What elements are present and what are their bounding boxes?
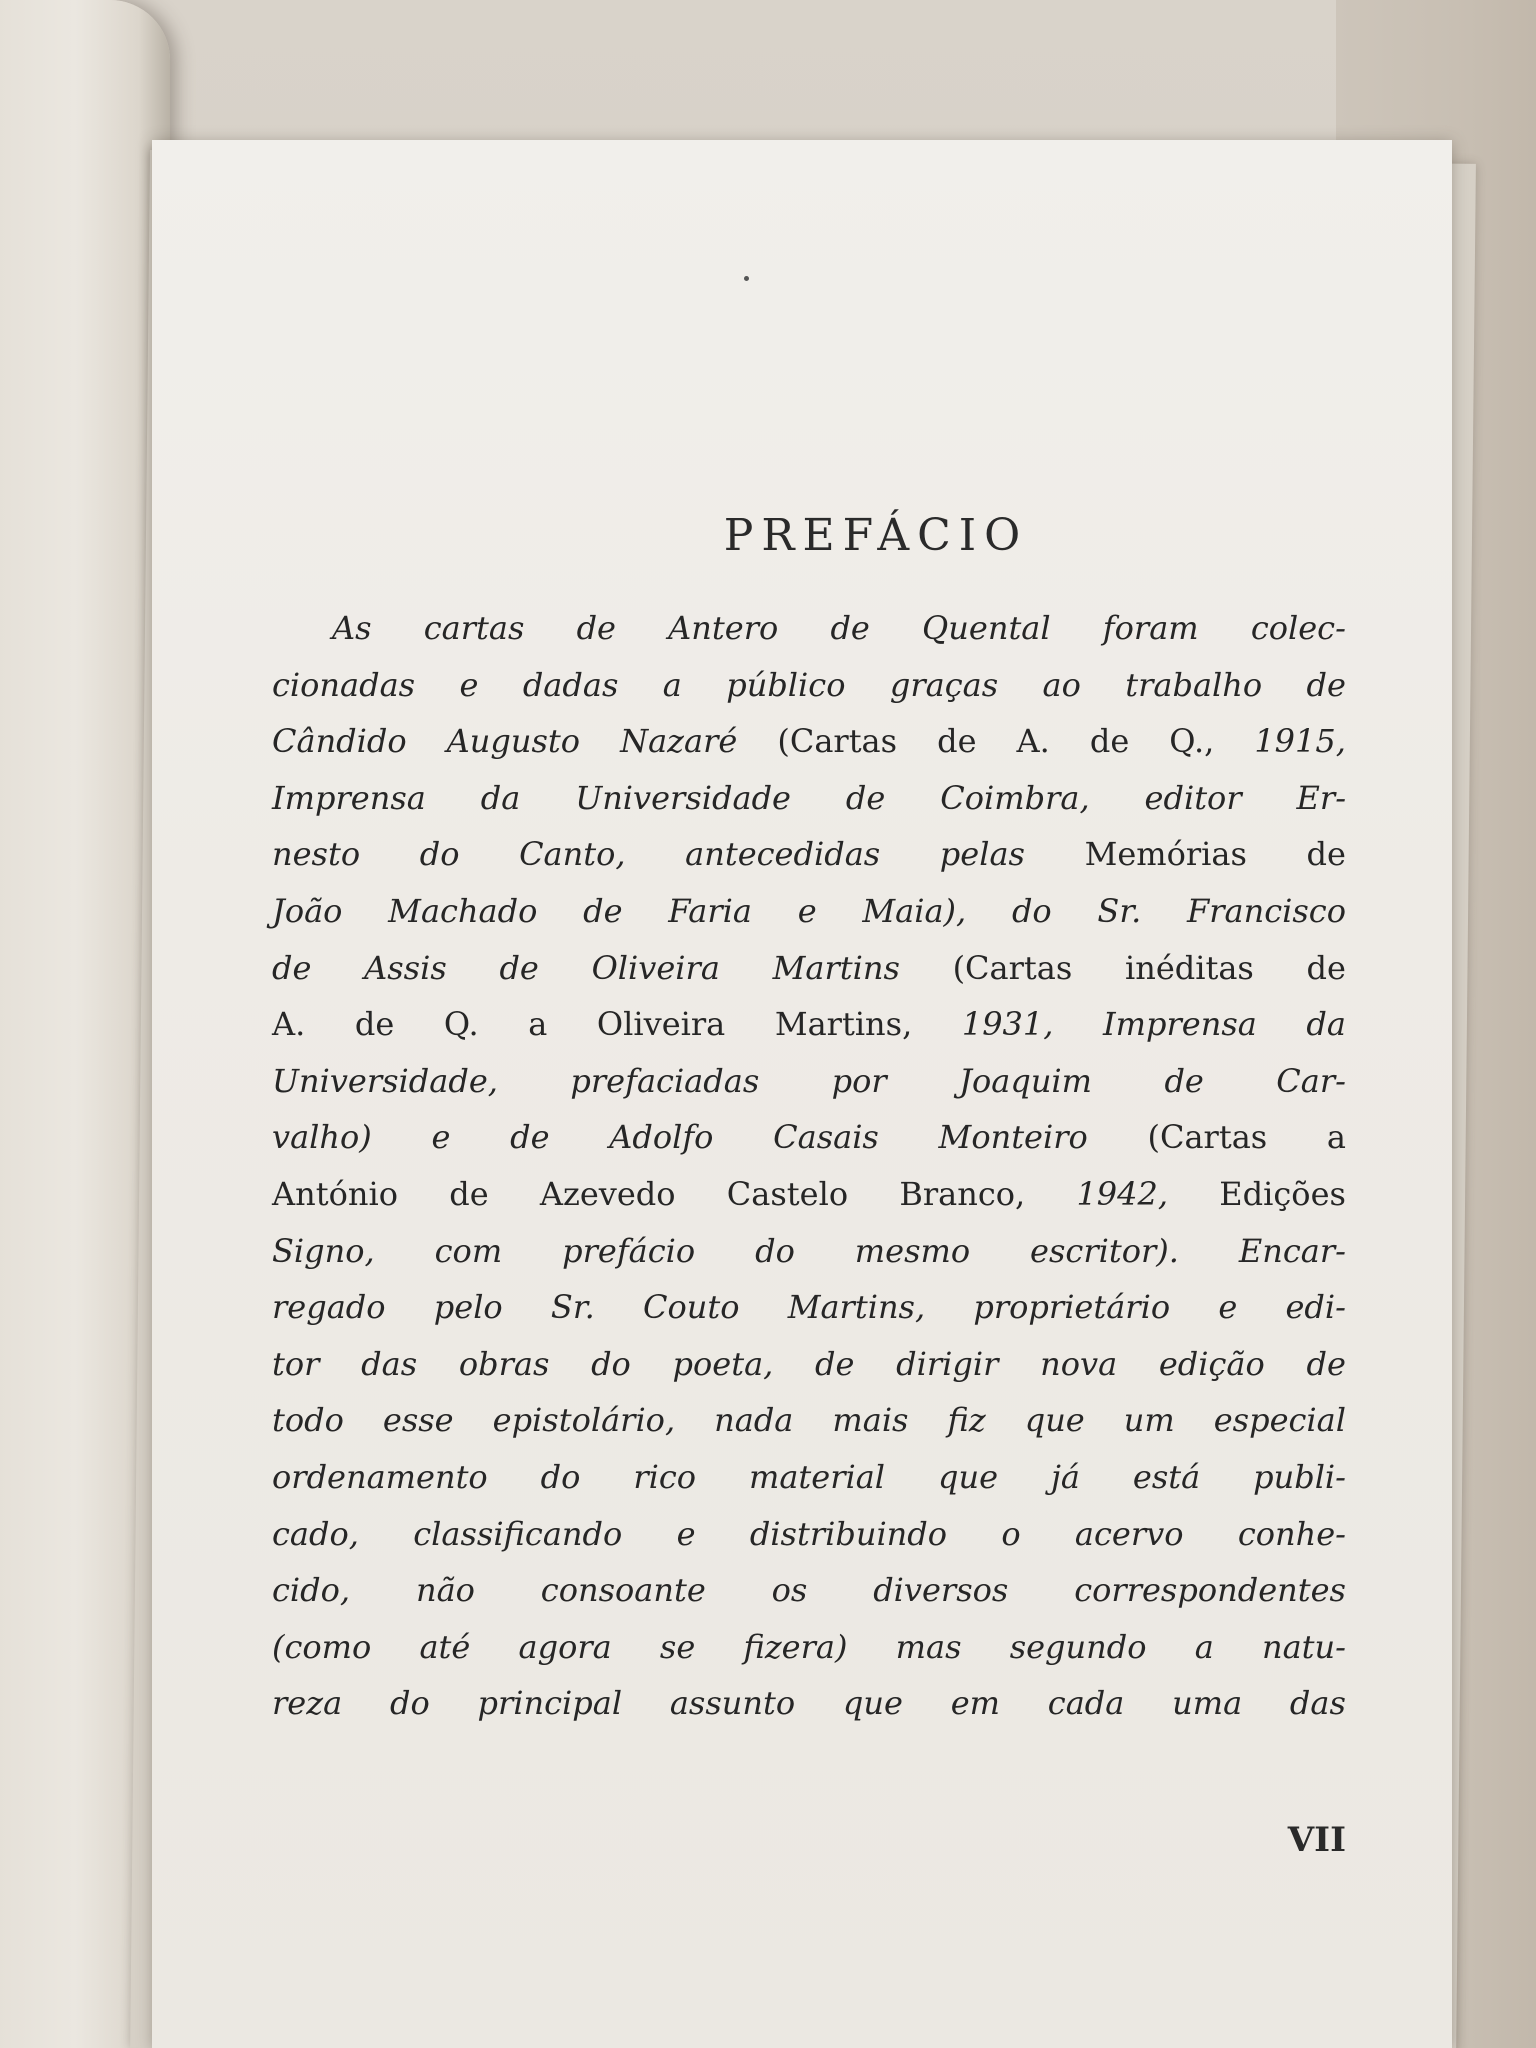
word: principal xyxy=(477,1684,623,1723)
word: pelo xyxy=(433,1288,503,1327)
word: até xyxy=(419,1627,471,1666)
word: todo xyxy=(272,1401,344,1440)
word: antecedidas xyxy=(685,835,881,874)
word: material xyxy=(748,1457,886,1496)
word: do xyxy=(540,1457,581,1496)
text-line xyxy=(272,1109,1346,1166)
word: está xyxy=(1132,1457,1201,1496)
word: reza xyxy=(272,1684,343,1723)
word: 1942, xyxy=(1076,1174,1169,1213)
word: colec- xyxy=(1250,609,1346,647)
text-line xyxy=(272,713,1346,770)
word: Imprensa xyxy=(1103,1005,1257,1044)
word: fiz xyxy=(947,1401,986,1440)
text-line xyxy=(272,1392,1346,1449)
word: Quental xyxy=(922,609,1051,647)
word: de xyxy=(815,1344,855,1383)
word: de xyxy=(510,1118,550,1157)
word: proprietário xyxy=(973,1288,1171,1327)
word: (Cartas xyxy=(777,722,898,761)
word: Canto, xyxy=(519,835,626,874)
word: Martins xyxy=(772,948,900,987)
word: do xyxy=(1011,891,1052,930)
word: Joaquim xyxy=(959,1061,1092,1100)
word: edição xyxy=(1158,1344,1265,1383)
word: esse xyxy=(382,1401,454,1440)
word: obras xyxy=(458,1344,550,1383)
word: público xyxy=(726,665,846,704)
word: (Cartas xyxy=(1147,1118,1268,1157)
word: e xyxy=(459,665,479,704)
word: Machado xyxy=(388,891,538,930)
word: trabalho xyxy=(1125,665,1263,704)
word: dadas xyxy=(522,665,619,704)
word: Francisco xyxy=(1187,891,1346,930)
word: os xyxy=(771,1571,808,1610)
word: de xyxy=(1306,665,1346,704)
word: da xyxy=(480,778,521,817)
word: Car- xyxy=(1276,1061,1346,1100)
page-number: VII xyxy=(1287,1820,1346,1860)
word: diversos xyxy=(873,1571,1009,1610)
word: Assis xyxy=(364,948,447,987)
word: Oliveira xyxy=(591,948,720,987)
word: ao xyxy=(1042,665,1081,704)
word: das xyxy=(1289,1684,1346,1723)
word: foram xyxy=(1102,609,1199,647)
word: com xyxy=(434,1231,503,1270)
word: acervo xyxy=(1074,1514,1184,1553)
word: epistolário, xyxy=(492,1401,676,1440)
word: de xyxy=(354,1005,395,1044)
word: de xyxy=(1306,835,1346,874)
word: e xyxy=(797,891,817,930)
word: assunto xyxy=(669,1684,796,1723)
word: Adolfo xyxy=(609,1118,714,1157)
word: de xyxy=(1089,722,1130,761)
text-line xyxy=(272,1053,1346,1110)
word: (Cartas xyxy=(952,948,1073,987)
word: de xyxy=(1164,1061,1204,1100)
word: Q. xyxy=(443,1005,479,1044)
text-line xyxy=(272,1449,1346,1506)
word: cada xyxy=(1047,1684,1125,1723)
word: Faria xyxy=(668,891,752,930)
word: 1931, xyxy=(961,1005,1054,1044)
word: não xyxy=(415,1571,475,1610)
word: poeta, xyxy=(672,1344,774,1383)
word: graças xyxy=(889,665,999,704)
word: dirigir xyxy=(896,1344,999,1383)
word: Q., xyxy=(1169,722,1215,761)
word: editor xyxy=(1144,778,1242,817)
word: nada xyxy=(714,1401,794,1440)
text-line xyxy=(272,1279,1346,1336)
word: se xyxy=(659,1627,696,1666)
word: Monteiro xyxy=(938,1118,1088,1157)
word: fizera) xyxy=(743,1627,848,1666)
word: a xyxy=(1194,1627,1214,1666)
preface-paragraph xyxy=(272,600,1346,1732)
word: Signo, xyxy=(272,1231,375,1270)
word: Sr. xyxy=(1097,891,1142,930)
page-heading: PREFÁCIO xyxy=(723,510,1029,561)
word: de xyxy=(272,948,312,987)
word: mas xyxy=(895,1627,962,1666)
word: que xyxy=(1024,1401,1085,1440)
word: cionadas xyxy=(272,665,416,704)
text-line xyxy=(272,1336,1346,1393)
text-line xyxy=(272,1619,1346,1676)
word: que xyxy=(937,1457,998,1496)
word: pelas xyxy=(939,835,1025,874)
word: Memórias xyxy=(1084,835,1247,874)
word: de xyxy=(937,722,977,761)
word: de xyxy=(1306,1344,1346,1383)
word: cado, xyxy=(272,1514,359,1553)
word: prefaciadas xyxy=(570,1061,760,1100)
text-line xyxy=(272,600,1346,657)
word: nova xyxy=(1040,1344,1118,1383)
word: 1915, xyxy=(1254,722,1346,761)
word: mesmo xyxy=(854,1231,971,1270)
text-line xyxy=(272,1506,1346,1563)
word: consoante xyxy=(540,1571,706,1610)
text-line xyxy=(272,883,1346,940)
book-page xyxy=(152,140,1452,2048)
text-line xyxy=(272,1223,1346,1280)
word: rico xyxy=(633,1457,697,1496)
text-line xyxy=(272,1675,1346,1732)
text-line xyxy=(272,826,1346,883)
word: natu- xyxy=(1261,1627,1346,1666)
word: As xyxy=(332,609,372,647)
word: João xyxy=(272,891,343,930)
word: Nazaré xyxy=(620,722,738,761)
word: publi- xyxy=(1253,1457,1346,1496)
word: ordenamento xyxy=(272,1457,488,1496)
word: de xyxy=(499,948,539,987)
word: Imprensa xyxy=(272,778,426,817)
word: por xyxy=(831,1061,887,1100)
word: nesto xyxy=(272,835,361,874)
word: correspondentes xyxy=(1074,1571,1346,1610)
word: Casais xyxy=(773,1118,879,1157)
word: Branco, xyxy=(899,1174,1026,1213)
word: do xyxy=(755,1231,795,1270)
word: Azevedo xyxy=(539,1174,676,1213)
word: Encar- xyxy=(1238,1231,1346,1270)
word: Oliveira xyxy=(596,1005,726,1044)
word: e xyxy=(1218,1288,1238,1327)
word: classificando xyxy=(413,1514,623,1553)
word: que xyxy=(842,1684,903,1723)
word: edi- xyxy=(1285,1288,1346,1327)
word: do xyxy=(419,835,460,874)
word: de xyxy=(830,609,870,647)
word: em xyxy=(950,1684,1000,1723)
word: valho) xyxy=(272,1118,372,1157)
word: conhe- xyxy=(1237,1514,1346,1553)
word: agora xyxy=(518,1627,612,1666)
word: o xyxy=(1001,1514,1021,1553)
word: especial xyxy=(1213,1401,1346,1440)
word: A. xyxy=(272,1005,306,1044)
word: das xyxy=(361,1344,418,1383)
word: prefácio xyxy=(562,1231,696,1270)
word: Martins, xyxy=(774,1005,913,1044)
word: cartas xyxy=(423,609,525,647)
word: Er- xyxy=(1296,778,1346,817)
word: e xyxy=(431,1118,451,1157)
text-line xyxy=(272,996,1346,1053)
word: Castelo xyxy=(726,1174,849,1213)
word: de xyxy=(449,1174,489,1213)
word: segundo xyxy=(1009,1627,1147,1666)
word: da xyxy=(1306,1005,1346,1044)
text-line xyxy=(272,657,1346,714)
word: distribuindo xyxy=(749,1514,948,1553)
word: Maia), xyxy=(862,891,967,930)
word: Sr. xyxy=(550,1288,595,1327)
word: escritor). xyxy=(1030,1231,1179,1270)
word: e xyxy=(676,1514,696,1553)
word: António xyxy=(272,1174,398,1213)
word: Cândido xyxy=(272,722,407,761)
text-line xyxy=(272,1562,1346,1619)
word: A. xyxy=(1016,722,1050,761)
word: do xyxy=(389,1684,430,1723)
word: uma xyxy=(1172,1684,1243,1723)
text-line xyxy=(272,940,1346,997)
word: mais xyxy=(832,1401,909,1440)
word: Augusto xyxy=(446,722,581,761)
text-line xyxy=(272,1166,1346,1223)
word: de xyxy=(1306,948,1346,987)
word: a xyxy=(662,665,682,704)
word: de xyxy=(576,609,616,647)
word: do xyxy=(591,1344,631,1383)
word: de xyxy=(845,778,886,817)
word: Universidade, xyxy=(272,1061,498,1100)
word: Antero xyxy=(668,609,779,647)
word: já xyxy=(1050,1457,1080,1496)
word: cido, xyxy=(272,1571,351,1610)
word: inéditas xyxy=(1124,948,1254,987)
word: a xyxy=(1326,1118,1346,1157)
word: Coimbra, xyxy=(940,778,1090,817)
word: (como xyxy=(272,1627,372,1666)
word: de xyxy=(583,891,623,930)
word: Martins, xyxy=(787,1288,926,1327)
word: a xyxy=(528,1005,548,1044)
word: regado xyxy=(272,1288,386,1327)
word: Couto xyxy=(643,1288,740,1327)
word: um xyxy=(1123,1401,1175,1440)
word: tor xyxy=(272,1344,320,1383)
word: Edições xyxy=(1219,1174,1346,1213)
word: Universidade xyxy=(575,778,791,817)
ink-speck xyxy=(744,276,749,281)
text-line xyxy=(272,770,1346,827)
